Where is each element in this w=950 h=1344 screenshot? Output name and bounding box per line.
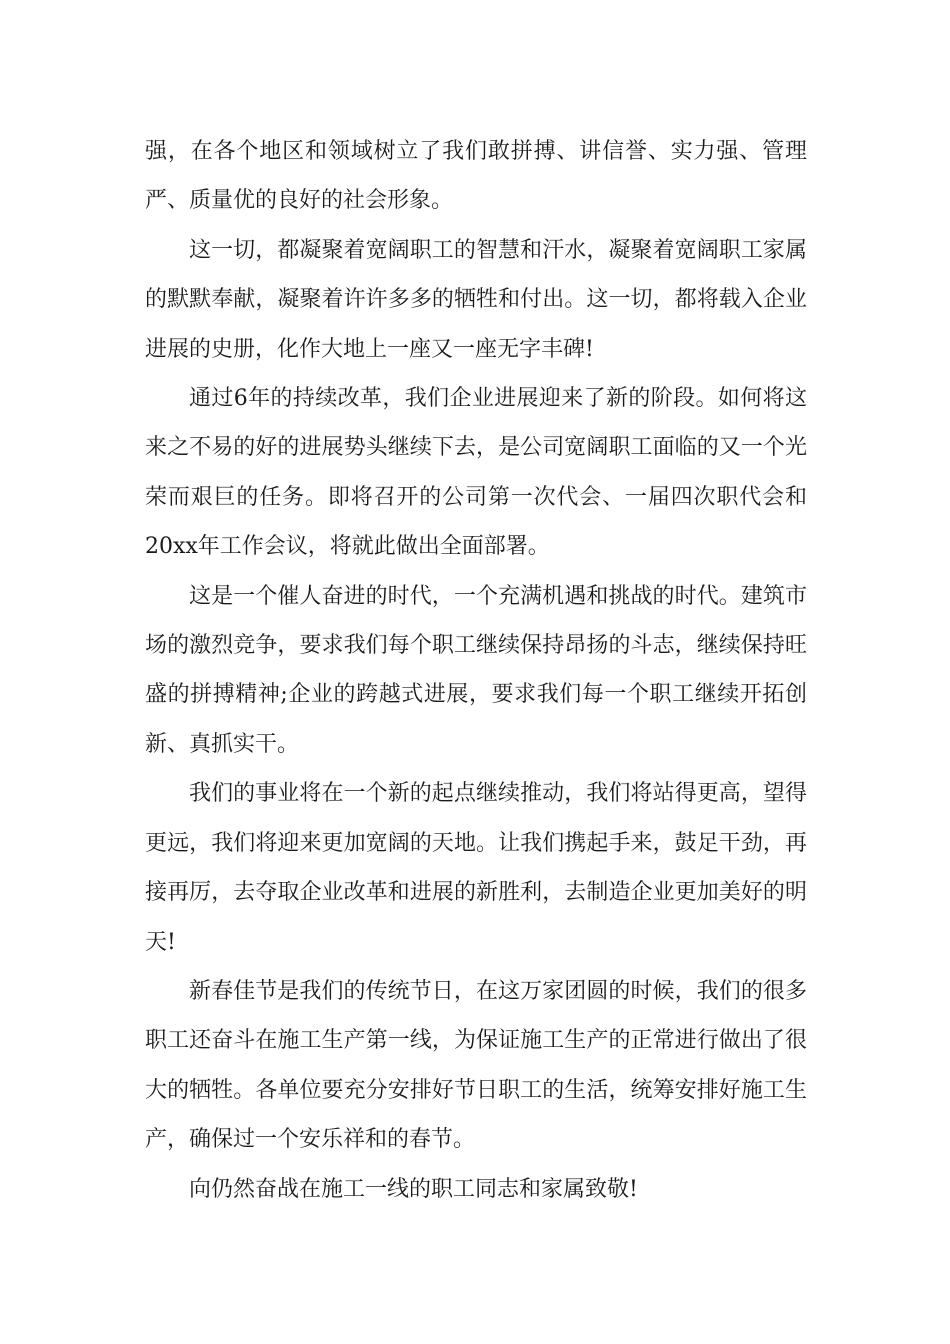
paragraph-continuation: 强，在各个地区和领域树立了我们敢拼搏、讲信誉、实力强、管理严、质量优的良好的社会形象。 [145, 139, 807, 214]
paragraph: 新春佳节是我们的传统节日，在这万家团圆的时候，我们的很多职工还奋斗在施工生产第一线，为保证施工生产的正常进行做出了很大的牺牲。各单位要充分安排好节日职工的生活，统筹安排好施工生产，确保过一个安乐祥和的春节。 [145, 978, 807, 1153]
paragraph: 这一切，都凝聚着宽阔职工的智慧和汗水，凝聚着宽阔职工家属的默默奉献，凝聚着许许多多的牺牲和付出。这一切，都将载入企业进展的史册，化作大地上一座又一座无字丰碑! [145, 237, 807, 362]
paragraph: 向仍然奋战在施工一线的职工同志和家属致敬! [189, 1176, 638, 1202]
paragraph: 我们的事业将在一个新的起点继续推动，我们将站得更高，望得更远，我们将迎来更加宽阔的天地。让我们携起手来，鼓足干劲，再接再厉，去夺取企业改革和进展的新胜利，去制造企业更加美好的明天! [145, 781, 807, 955]
paragraph: 通过6年的持续改革，我们企业进展迎来了新的阶段。如何将这来之不易的好的进展势头继续下去，是公司宽阔职工面临的又一个光荣而艰巨的任务。即将召开的公司第一次代会、一届四次职代会和20xx年工作会议，将就此做出全面部署。 [145, 386, 807, 560]
paragraph: 这是一个催人奋进的时代，一个充满机遇和挑战的时代。建筑市场的激烈竞争，要求我们每个职工继续保持昂扬的斗志，继续保持旺盛的拼搏精神;企业的跨越式进展，要求我们每一个职工继续开拓创新、真抓实干。 [145, 583, 807, 757]
document-body [145, 127, 807, 1214]
